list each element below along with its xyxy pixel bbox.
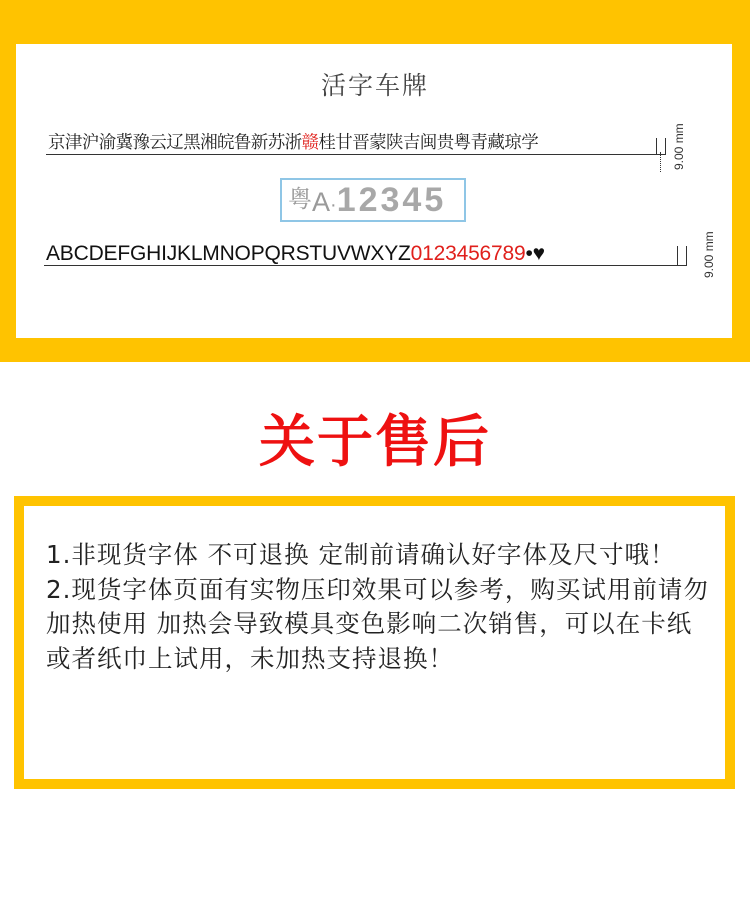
after-sales-heading: 关于售后 [259, 410, 491, 475]
province-characters-before: 京津沪渝冀豫云辽黑湘皖鲁新苏浙 [48, 133, 302, 153]
sample-title: 活字车牌 [320, 71, 429, 100]
province-characters-row [48, 132, 538, 156]
province-characters-after: 桂甘晋蒙陕吉闽贵粤青藏琼学 [318, 133, 539, 153]
plate-province: 粤 [288, 186, 312, 213]
measure1-guide [660, 152, 661, 172]
province-character-highlight: 赣 [301, 133, 319, 153]
row1-tick-left [656, 138, 657, 155]
heart-icon: ♥ [532, 242, 545, 265]
notice-line-1: 1.非现货字体 不可退换 定制前请确认好字体及尺寸哦！ [46, 540, 676, 569]
measure1-label: 9.00 mm [672, 123, 686, 170]
row2-tick-left [677, 246, 678, 266]
license-plate-sample [280, 178, 466, 222]
row2-baseline [44, 265, 687, 266]
plate-letter: A [312, 187, 331, 217]
alphabet-letters: ABCDEFGHIJKLMNOPQRSTUVWXYZ [46, 242, 411, 265]
notice-text [46, 538, 710, 676]
row2-tick-right [686, 246, 687, 266]
plate-separator: · [330, 194, 337, 216]
row1-baseline [46, 154, 666, 155]
notice-line-2: 2.现货字体页面有实物压印效果可以参考，购买试用前请勿加热使用 加热会导致模具变色影响二次销售，可以在卡纸或者纸巾上试用，未加热支持退换！ [46, 574, 709, 673]
bullet-symbol: • [525, 242, 533, 265]
plate-number: 12345 [336, 181, 447, 219]
row1-tick-right [665, 138, 666, 155]
digit-characters: 0123456789 [410, 242, 526, 265]
measure2-label: 9.00 mm [702, 231, 716, 278]
